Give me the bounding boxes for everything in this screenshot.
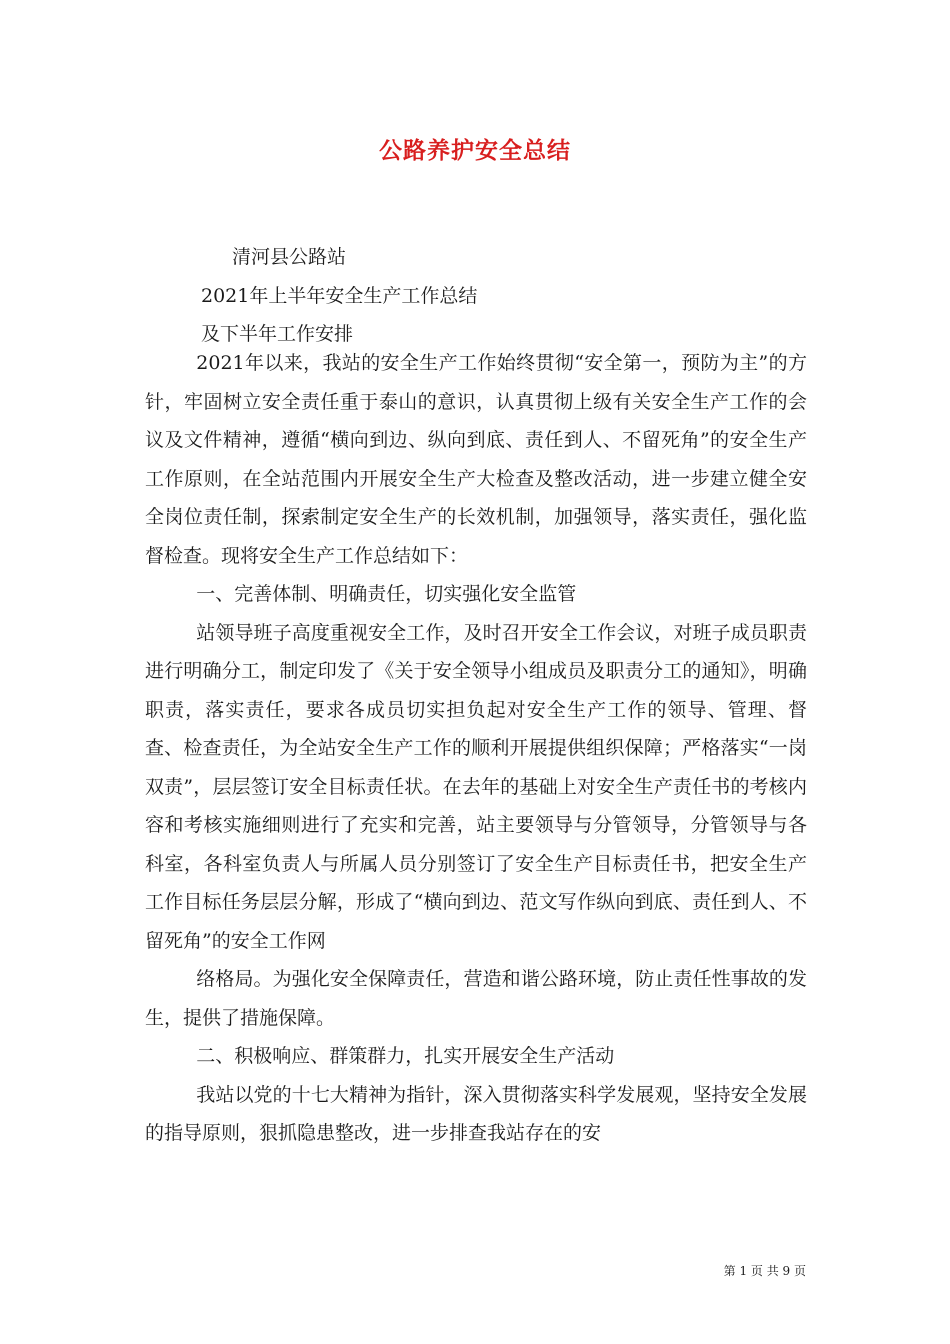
section-heading-2: 二、积极响应、群策群力，扎实开展安全生产活动 [196,1045,615,1067]
org-name: 清河县公路站 [232,246,347,268]
paragraph-intro: 2021年以来，我站的安全生产工作始终贯彻“安全第一，预防为主”的方针，牢固树立安全责任重于泰山的意识，认真贯彻上级有关安全生产工作的会议及文件精神，遵循“横向到边、纵向到底、责任到人、不留死角”的安全生产工作原则，在全站范围内开展安全生产大检查及整改活动，进一步建立健全安全岗位责任制，探索制定安全生产的长效机制，加强领导，落实责任，强化监督检查。现将安全生产工作总结如下： [145,352,807,567]
paragraph-section-2: 我站以党的十七大精神为指针，深入贯彻落实科学发展观，坚持安全发展的指导原则，狠抓隐患整改，进一步排查我站存在的安 [145,1083,807,1144]
paragraph-section-1: 站领导班子高度重视安全工作，及时召开安全工作会议，对班子成员职责进行明确分工，制定印发了《关于安全领导小组成员及职责分工的通知》，明确职责，落实责任，要求各成员切实担负起对安全生产工作的领导、管理、督查、检查责任，为全站安全生产工作的顺利开展提供组织保障；严格落实“一岗双责”，层层签订安全目标责任状。在去年的基础上对安全生产责任书的考核内容和考核实施细则进行了充实和完善，站主要领导与分管领导，分管领导与各科室，各科室负责人与所属人员分别签订了安全生产目标责任书，把安全生产工作目标任务层层分解，形成了“横向到边、范文写作纵向到底、责任到人、不留死角”的安全工作网 [145,621,807,952]
section-heading-1: 一、完善体制、明确责任，切实强化安全监管 [196,583,577,605]
paragraph-section-1-cont: 络格局。为强化安全保障责任，营造和谐公路环境，防止责任性事故的发生，提供了措施保障。 [145,968,807,1029]
body-text [145,344,807,1153]
subtitle-line-2: 及下半年工作安排 [201,323,354,345]
page-number: 第 1 页 共 9 页 [723,1264,806,1278]
subtitle-line-1: 2021年上半年安全生产工作总结 [201,285,478,307]
document-title: 公路养护安全总结 [379,138,571,164]
